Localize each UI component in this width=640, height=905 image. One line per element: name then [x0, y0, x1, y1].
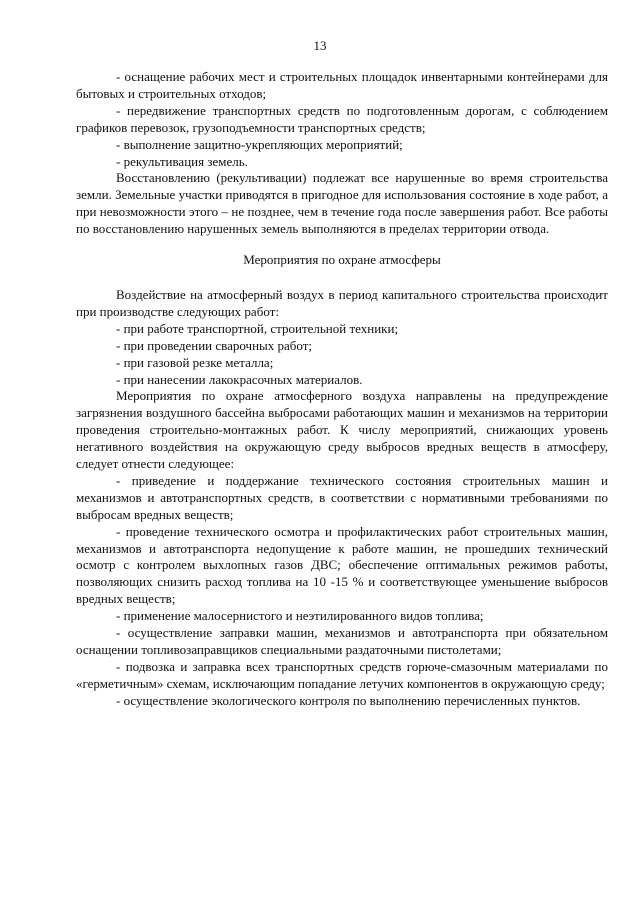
- list-item-technical-inspection: - проведение технического осмотра и профилактических работ строительных машин, механизмов и автотранспорта недопущение к работе машин, не прошедших технический осмотр с контролем выхлопных газов ДВС; обеспечение оптимальных режимов работы, позволяющих снизить расход топлива на 10 -15 % и соответствующее уменьшение выбросов вредных веществ;: [76, 523, 608, 607]
- list-item-sealed-refueling: - подвозка и заправка всех транспортных средств горюче-смазочным материалами по «герметичным» схемам, исключающим попадание летучих компонентов в окружающую среду;: [76, 658, 608, 691]
- list-item-gas-cutting: - при газовой резке металла;: [116, 354, 274, 370]
- page-number: 13: [313, 38, 327, 53]
- list-item-refueling: - осуществление заправки машин, механизмов и автотранспорта при обязательном оснащении топливозаправщиков специальными раздаточными пистолетами;: [76, 625, 608, 657]
- list-item-low-sulfur-fuel: - применение малосернистого и неэтилированного видов топлива;: [116, 608, 484, 624]
- list-item-technical-condition: - приведение и поддержание технического состояния строительных машин и механизмов и автотранспортных средств, в соответствии с нормативными требованиями по выбросам вредных веществ;: [76, 472, 608, 522]
- list-item-transport-movement: - передвижение транспортных средств по подготовленным дорогам, с соблюдением графиков перевозок, грузоподъемности транспортных средств;: [76, 102, 608, 135]
- list-item-containers: - оснащение рабочих мест и строительных площадок инвентарными контейнерами для бытовых и строительных отходов;: [76, 69, 608, 101]
- paragraph-restoration: Восстановлению (рекультивации) подлежат все нарушенные во время строительства земли. Земельные участки приводятся в пригодное для использования состояние в ходе работ, а при невозможности этого – не позднее, чем в течение года после завершения работ. Все работы по восстановлению нарушенных земель выполняются в пределах территории отвода.: [76, 170, 608, 237]
- list-item-welding: - при проведении сварочных работ;: [116, 337, 313, 353]
- paragraph-air-impact: Воздействие на атмосферный воздух в период капитального строительства происходит при производстве следующих работ:: [76, 286, 608, 319]
- paragraph-air-protection-measures: Мероприятия по охране атмосферного воздуха направлены на предупреждение загрязнения воздушного бассейна выбросами работающих машин и механизмов на территории проведения строительно-монтажных работ. К числу мероприятий, снижающих уровень негативного воздействия на окружающую среду выбросов вредных веществ в атмосферу, следует отнести следующее:: [76, 388, 608, 472]
- list-item-transport-work: - при работе транспортной, строительной техники;: [116, 320, 399, 336]
- list-item-protective-measures: - выполнение защитно-укрепляющих мероприятий;: [116, 136, 403, 152]
- list-item-environmental-control: - осуществление экологического контроля по выполнению перечисленных пунктов.: [116, 692, 581, 708]
- document-body: [76, 69, 608, 710]
- list-item-paint-coating: - при нанесении лакокрасочных материалов.: [116, 371, 363, 387]
- section-heading-atmosphere: Мероприятия по охране атмосферы: [243, 252, 441, 268]
- list-item-land-recultivation: - рекультивация земель.: [116, 153, 248, 169]
